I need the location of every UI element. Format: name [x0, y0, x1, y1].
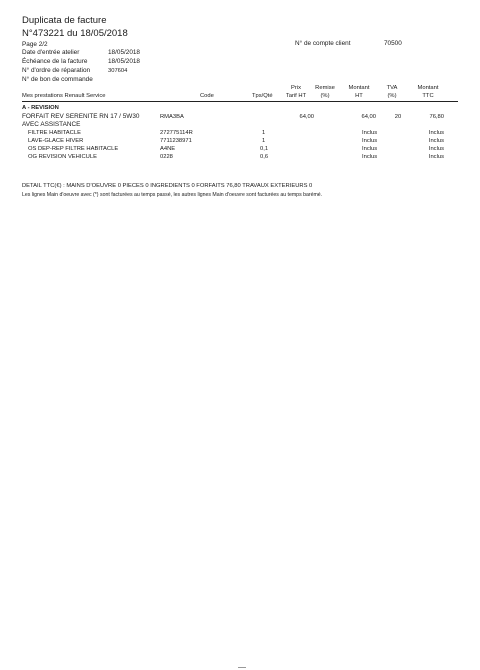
- row-total-ttc: Inclus: [428, 129, 444, 136]
- ttc-detail-summary: DETAIL TTC(€) : MAINS D'OEUVRE 0 PIECES 0 INGREDIENTS 0 FORFAITS 76,80 TRAVAUX EXTERIEURS 0: [22, 183, 313, 189]
- item-package-desc-line2: AVEC ASSISTANCE: [22, 121, 81, 128]
- col-amount-ht-line2: HT: [355, 93, 363, 99]
- invoice-number: N°473221 du 18/05/2018: [22, 28, 128, 39]
- row-amount-ht: Inclus: [362, 129, 378, 136]
- section-title: A - REVISION: [22, 105, 59, 111]
- row-qty: 1: [262, 129, 266, 136]
- row-total-ttc: Inclus: [428, 153, 444, 160]
- page-indicator: Page 2/2: [22, 41, 48, 48]
- field-label-entry-date: Date d'entrée atelier: [22, 49, 80, 56]
- col-total-ttc-line2: TTC: [422, 93, 434, 99]
- col-price-line2: Tarif HT: [285, 93, 307, 99]
- field-value-entry-date: 18/05/2018: [108, 49, 140, 56]
- row-qty: 0,6: [260, 153, 269, 160]
- table-header-rule: [22, 101, 458, 102]
- document-title: Duplicata de facture: [22, 15, 107, 26]
- item-package-total-ttc: 76,80: [429, 113, 444, 120]
- col-description: Mes prestations Renault Service: [22, 93, 106, 99]
- row-amount-ht: Inclus: [362, 153, 378, 160]
- row-desc: LAVE-GLACE HIVER: [28, 137, 84, 144]
- row-qty: 0,1: [260, 145, 269, 152]
- item-package-desc-line1: FORFAIT REV SERENITE RN 17 / 5W30: [22, 113, 140, 120]
- row-total-ttc: Inclus: [428, 137, 444, 144]
- col-price-line1: Prix: [291, 85, 301, 91]
- item-package-price: 64,00: [299, 113, 314, 120]
- col-total-ttc-line1: Montant: [417, 85, 439, 91]
- col-code: Code: [200, 93, 214, 99]
- labor-billing-note: Les lignes Main d'oeuvre avec (*) sont facturées au temps passé, les autres lignes Main d'oeuvre sont facturées au temps barémé.: [22, 192, 323, 198]
- row-total-ttc: Inclus: [428, 145, 444, 152]
- account-value: 70500: [384, 40, 402, 47]
- row-code: 7711238971: [160, 137, 192, 144]
- field-label-purchase-order: N° de bon de commande: [22, 76, 93, 83]
- item-package-vat: 20: [394, 113, 402, 120]
- col-discount-line2: (%): [320, 93, 330, 99]
- col-discount-line1: Remise: [315, 85, 335, 91]
- row-qty: 1: [262, 137, 266, 144]
- col-amount-ht-line1: Montant: [348, 85, 370, 91]
- row-desc: OG REVISION VEHICULE: [28, 153, 97, 160]
- item-package-code: RMA3BA: [160, 113, 184, 120]
- row-code: 272775114R: [160, 129, 193, 136]
- account-label: N° de compte client: [295, 40, 351, 47]
- row-desc: FILTRE HABITACLE: [28, 129, 81, 136]
- row-desc: OS DEP-REP FILTRE HABITACLE: [28, 145, 119, 152]
- item-package-amount-ht: 64,00: [361, 113, 376, 120]
- col-vat-line2: (%): [387, 93, 397, 99]
- field-label-repair-order: N° d'ordre de réparation: [22, 67, 91, 74]
- row-code: A4NE: [160, 145, 176, 152]
- row-amount-ht: Inclus: [362, 145, 378, 152]
- field-value-due-date: 18/05/2018: [108, 58, 140, 65]
- row-code: 0228: [160, 153, 173, 160]
- col-vat-line1: TVA: [386, 85, 398, 91]
- field-value-repair-order: 307604: [108, 67, 128, 74]
- col-quantity: Tps/Qté: [252, 93, 273, 99]
- row-amount-ht: Inclus: [362, 137, 378, 144]
- field-label-due-date: Échéance de la facture: [22, 58, 88, 65]
